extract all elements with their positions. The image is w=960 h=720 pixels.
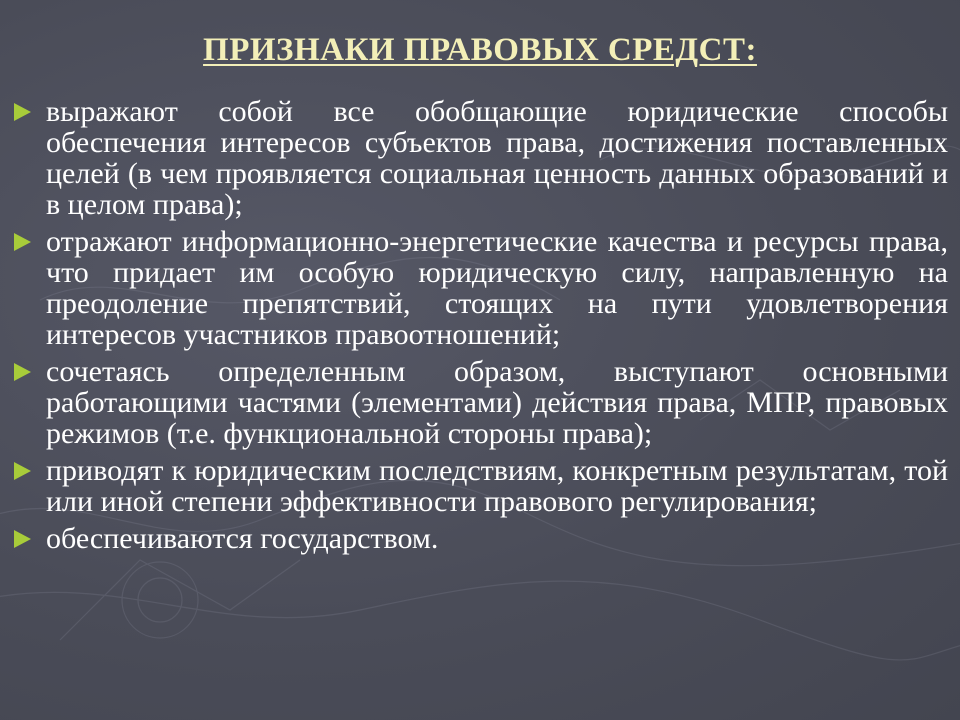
bullet-item-3	[0, 356, 960, 449]
bullet-item-1	[0, 96, 960, 220]
triangle-bullet-icon	[14, 530, 31, 548]
bullet-item-4	[0, 455, 960, 517]
bullet-item-2	[0, 226, 960, 350]
bullet-list	[0, 96, 960, 560]
bullet-text: сочетаясь определенным образом, выступают основными работающими частями (элементами) действия права, МПР, правовых режимов (т.е. функциональной стороны права);	[46, 355, 948, 450]
triangle-bullet-icon	[14, 233, 31, 251]
triangle-bullet-icon	[14, 363, 31, 381]
bullet-item-5	[0, 523, 960, 554]
bullet-text: обеспечиваются государством.	[46, 522, 439, 555]
triangle-bullet-icon	[14, 103, 31, 121]
bullet-text: выражают собой все обобщающие юридические способы обеспечения интересов субъектов права, достижения поставленных целей (в чем проявляется социальная ценность данных образований и в целом права);	[46, 95, 948, 221]
slide-title: ПРИЗНАКИ ПРАВОВЫХ СРЕДСТ:	[203, 32, 757, 68]
bullet-text: приводят к юридическим последствиям, конкретным результатам, той или иной степени эффективности правового регулирования;	[46, 454, 948, 518]
triangle-bullet-icon	[14, 462, 31, 480]
bullet-text: отражают информационно-энергетические качества и ресурсы права, что придает им особую юридическую силу, направленную на преодоление препятствий, стоящих на пути удовлетворения интересов участников правоотношений;	[46, 225, 948, 351]
